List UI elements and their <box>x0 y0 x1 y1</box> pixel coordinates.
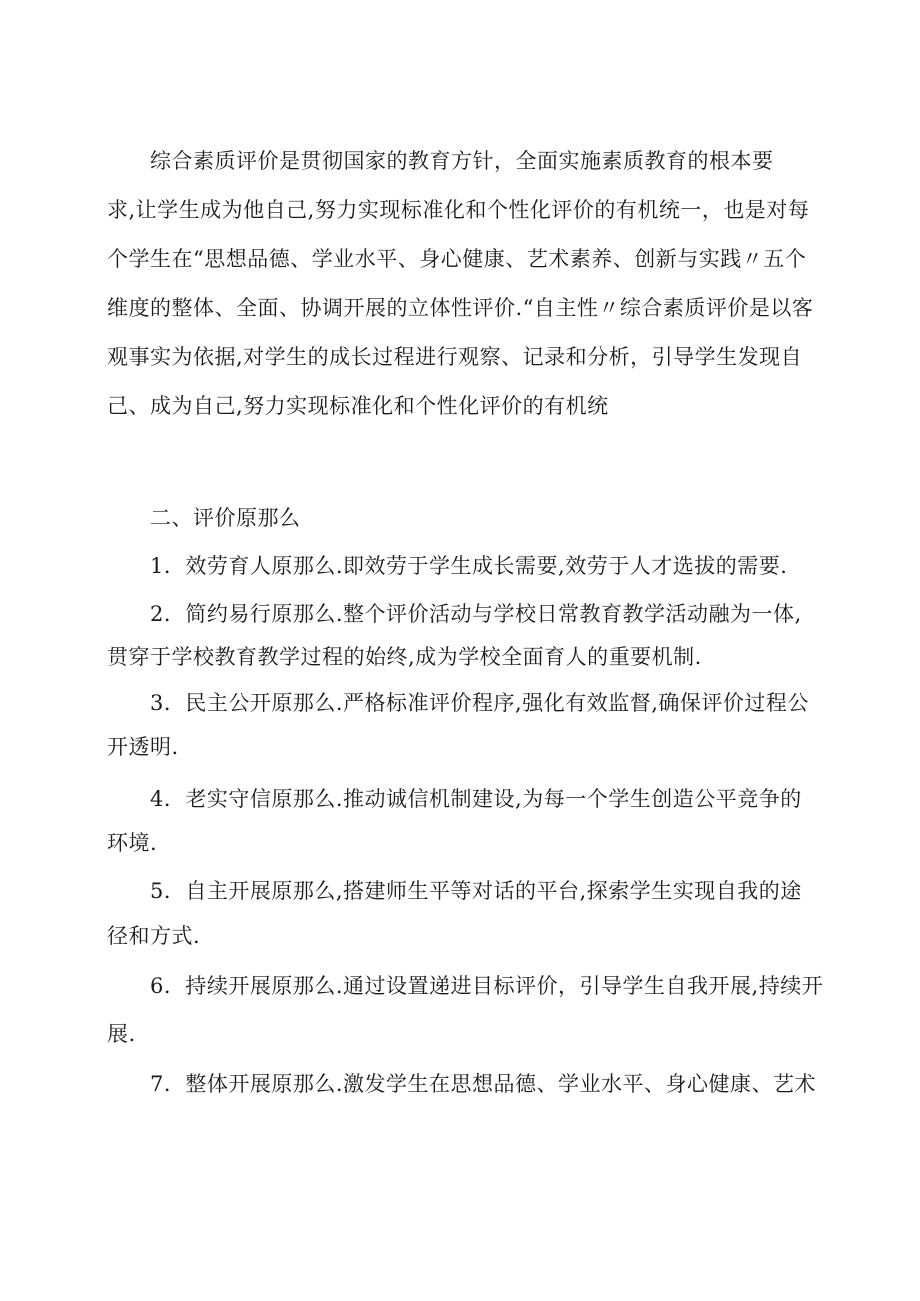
section-heading: 二、评价原那么 <box>150 506 301 530</box>
principle-line: 4．老实守信原那么.推动诚信机制建设,为每一个学生创造公平竞争的 <box>150 787 802 811</box>
intro-line: 个学生在“思想品德、学业水平、身心健康、艺术素养、创新与实践〃五个 <box>107 247 807 271</box>
intro-line: 综合素质评价是贯彻国家的教育方针，全面实施素质教育的根本要 <box>150 149 774 173</box>
principle-line: 6．持续开展原那么.通过设置递进目标评价，引导学生自我开展,持续开 <box>150 974 824 998</box>
principle-line: 2．简约易行原那么.整个评价活动与学校日常教育教学活动融为一体, <box>150 602 802 626</box>
principle-line: 径和方式. <box>107 924 201 948</box>
principle-line: 5．自主开展原那么,搭建师生平等对话的平台,探索学生实现自我的途 <box>150 879 802 903</box>
principle-line: 7．整体开展原那么.激发学生在思想品德、学业水平、身心健康、艺术 <box>150 1072 817 1096</box>
intro-line: 观事实为依据,对学生的成长过程进行观察、记录和分析，引导学生发现自 <box>107 345 803 369</box>
principle-line: 展. <box>107 1022 136 1046</box>
intro-line: 求,让学生成为他自己,努力实现标准化和个性化评价的有机统一，也是对每 <box>107 198 810 222</box>
principle-line: 开透明. <box>107 735 179 759</box>
principle-line: 环境. <box>107 831 158 855</box>
principle-line: 1．效劳育人原那么.即效劳于学生成长需要,效劳于人才选拔的需要. <box>150 554 788 578</box>
intro-line: 己、成为自己,努力实现标准化和个性化评价的有机统 <box>107 394 609 418</box>
principle-line: 3．民主公开原那么.严格标准评价程序,强化有效监督,确保评价过程公 <box>150 691 809 715</box>
intro-line: 维度的整体、全面、协调开展的立体性评价.“自主性〃综合素质评价是以客 <box>107 296 814 320</box>
principle-line: 贯穿于学校教育教学过程的始终,成为学校全面育人的重要机制. <box>107 645 702 669</box>
